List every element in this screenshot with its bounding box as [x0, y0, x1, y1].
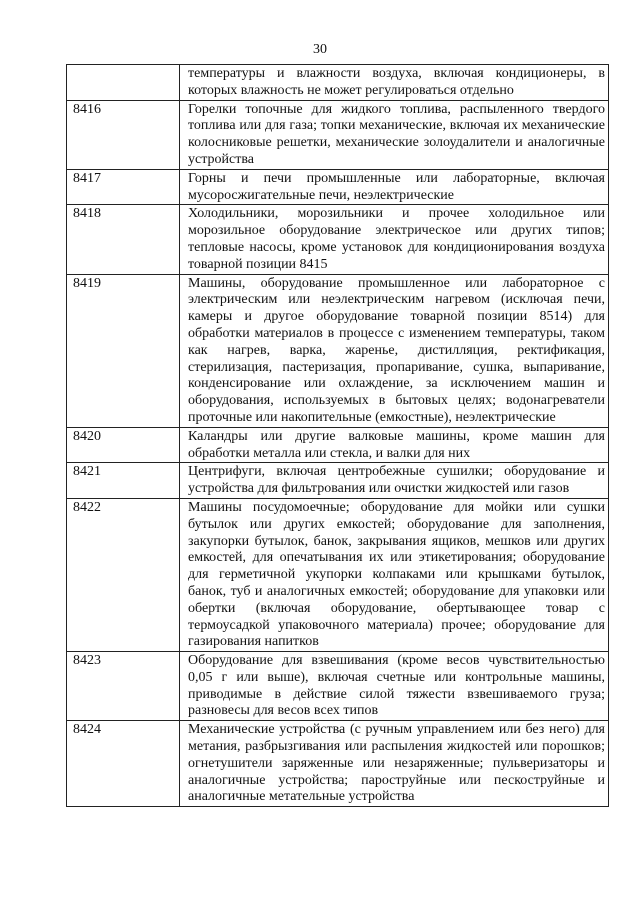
code-cell: 8422: [67, 498, 180, 651]
code-cell: 8420: [67, 427, 180, 463]
code-cell: 8421: [67, 463, 180, 499]
code-cell: 8423: [67, 652, 180, 721]
table-row: [67, 463, 609, 499]
table-row: [67, 721, 609, 807]
description-cell: температуры и влажности воздуха, включая кондиционеры, в которых влажность не может регулироваться отдельно: [180, 65, 609, 101]
table-row: [67, 652, 609, 721]
description-cell: Центрифуги, включая центробежные сушилки; оборудование и устройства для фильтрования или очистки жидкостей или газов: [180, 463, 609, 499]
code-cell: 8416: [67, 100, 180, 169]
description-cell: Машины, оборудование промышленное или лабораторное с электрическим или неэлектрическим нагревом (исключая печи, камеры и другое оборудование товарной позиции 8514) для обработки материалов в процессе с изменением температуры, таком как нагрев, варка, жаренье, дистилляция, ректификация, стерилизация, пастеризация, пропаривание, сушка, выпаривание, конденсирование или охлаждение, за исключением машин и оборудования, используемых в бытовых целях; водонагреватели проточные или накопительные (емкостные), неэлектрические: [180, 274, 609, 427]
description-cell: Горны и печи промышленные или лабораторные, включая мусоросжигательные печи, неэлектрические: [180, 169, 609, 205]
table-row: [67, 498, 609, 651]
code-cell: [67, 65, 180, 101]
code-cell: 8424: [67, 721, 180, 807]
description-cell: Горелки топочные для жидкого топлива, распыленного твердого топлива или для газа; топки механические, включая их механические колосниковые решетки, механические золоудалители и аналогичные устройства: [180, 100, 609, 169]
table-row: [67, 65, 609, 101]
code-cell: 8418: [67, 205, 180, 274]
description-cell: Каландры или другие валковые машины, кроме машин для обработки металла или стекла, и валки для них: [180, 427, 609, 463]
description-cell: Оборудование для взвешивания (кроме весов чувствительностью 0,05 г или выше), включая счетные или контрольные машины, приводимые в действие силой тяжести взвешиваемого груза; разновесы для весов всех типов: [180, 652, 609, 721]
table-row: [67, 427, 609, 463]
table-row: [67, 274, 609, 427]
page-number: 30: [313, 42, 327, 57]
description-cell: Машины посудомоечные; оборудование для мойки или сушки бутылок или других емкостей; оборудование для заполнения, закупорки бутылок, банок, закрывания ящиков, мешков или других емкостей, для опечатывания их или этикетирования; оборудование для герметичной укупорки колпаками или крышками бутылок, банок, туб и аналогичных емкостей; оборудование для упаковки или обертки (включая оборудование, обертывающее товар с термоусадкой упаковочного материала) прочее; оборудование для газирования напитков: [180, 498, 609, 651]
table-row: [67, 169, 609, 205]
code-cell: 8419: [67, 274, 180, 427]
description-cell: Холодильники, морозильники и прочее холодильное или морозильное оборудование электрическое или других типов; тепловые насосы, кроме установок для кондиционирования воздуха товарной позиции 8415: [180, 205, 609, 274]
table-row: [67, 205, 609, 274]
code-cell: 8417: [67, 169, 180, 205]
description-cell: Механические устройства (с ручным управлением или без него) для метания, разбрызгивания или распыления жидкостей или порошков; огнетушители заряженные или незаряженные; пульверизаторы и аналогичные устройства; пароструйные или пескоструйные и аналогичные метательные устройства: [180, 721, 609, 807]
tariff-code-table: [66, 64, 609, 807]
table-row: [67, 100, 609, 169]
